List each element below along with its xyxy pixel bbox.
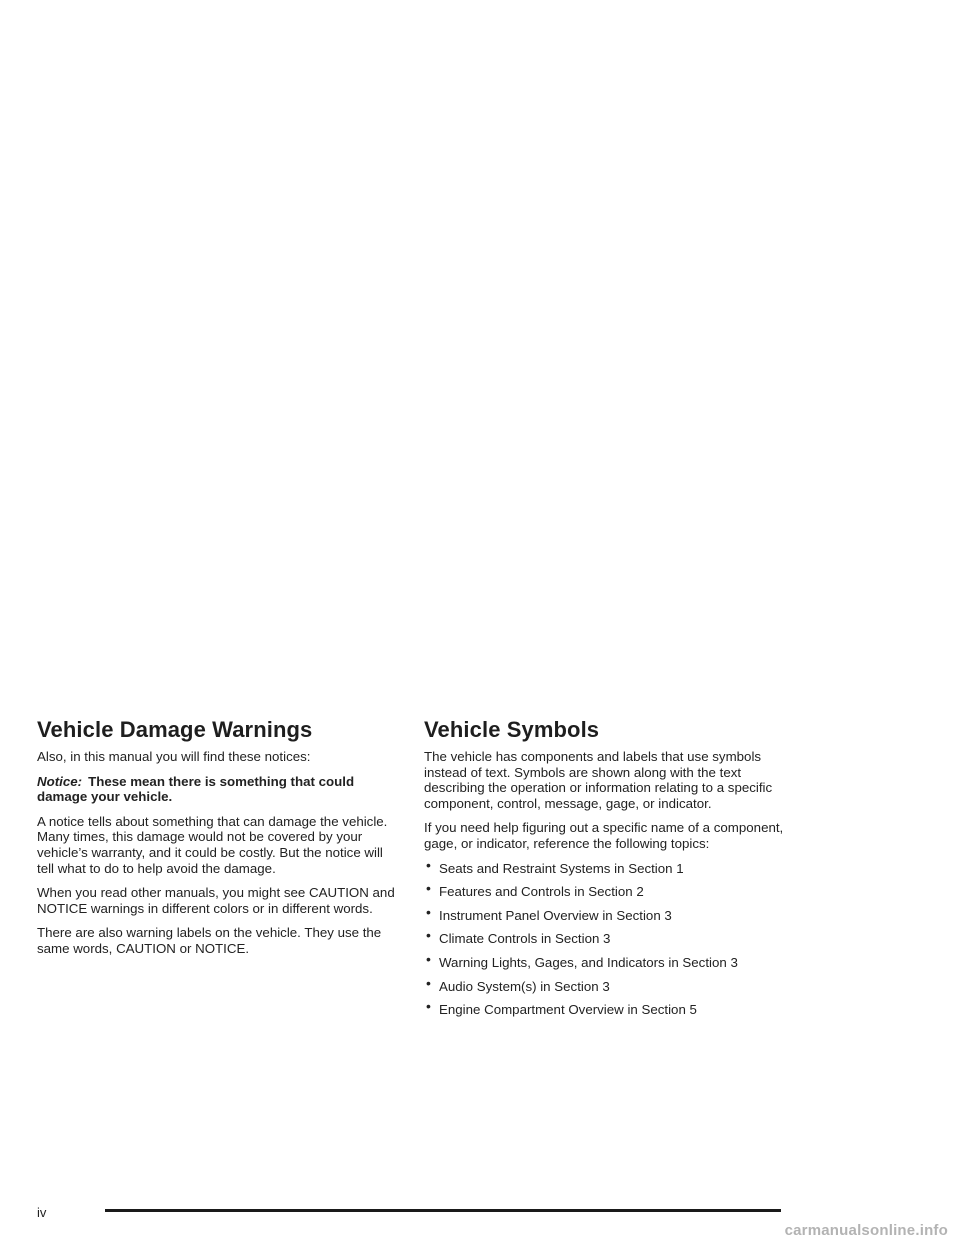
list-item: [424, 950, 794, 971]
list-item: [424, 880, 794, 900]
body-paragraph: The vehicle has components and labels that use symbols instead of text. Symbols are shown along with the text describing the operation or information relating to a specific component, control, message, gage, or indicator.: [424, 749, 773, 811]
topics-list: [424, 856, 794, 1018]
bullet-icon: •: [426, 903, 431, 920]
bullet-icon: •: [426, 927, 431, 944]
bullet-icon: •: [426, 950, 431, 967]
watermark-text: carmanualsonline.info: [784, 1222, 948, 1239]
list-item: [424, 856, 794, 877]
topic-label: Warning Lights, Gages, and Indicators in Section 3: [439, 954, 738, 970]
notice-text: These mean there is something that could damage your vehicle.: [37, 773, 355, 805]
section-heading: Vehicle Damage Warnings: [37, 717, 313, 742]
body-paragraph: A notice tells about something that can damage the vehicle. Many times, this damage would not be covered by your vehicle’s warranty, and it could be costly. But the notice will tell what to do to help avoid the damage.: [37, 813, 388, 876]
body-paragraph: When you read other manuals, you might see CAUTION and NOTICE warnings in different colors or in different words.: [37, 885, 395, 916]
list-item: [424, 927, 794, 947]
page-number: iv: [37, 1205, 47, 1220]
list-item: [424, 998, 794, 1018]
vehicle-damage-warnings-section: [37, 717, 397, 966]
topic-label: Audio System(s) in Section 3: [439, 978, 610, 994]
topic-label: Seats and Restraint Systems in Section 1: [439, 860, 684, 876]
footer-divider: [105, 1209, 781, 1212]
body-paragraph: There are also warning labels on the vehicle. They use the same words, CAUTION or NOTICE.: [37, 925, 382, 956]
list-item: [424, 903, 794, 924]
body-paragraph: If you need help figuring out a specific name of a component, gage, or indicator, reference the following topics:: [424, 820, 784, 851]
topic-label: Instrument Panel Overview in Section 3: [439, 907, 672, 923]
bullet-icon: •: [426, 856, 431, 873]
topic-label: Engine Compartment Overview in Section 5: [439, 1002, 697, 1018]
section-heading: Vehicle Symbols: [424, 717, 600, 742]
vehicle-symbols-section: [424, 717, 794, 1026]
topic-label: Features and Controls in Section 2: [439, 884, 644, 900]
topic-label: Climate Controls in Section 3: [439, 931, 611, 947]
intro-text: Also, in this manual you will find these notices:: [37, 749, 311, 764]
list-item: [424, 974, 794, 995]
bullet-icon: •: [426, 998, 431, 1015]
bullet-icon: •: [426, 880, 431, 897]
notice-label: Notice:: [37, 773, 83, 789]
bullet-icon: •: [426, 974, 431, 991]
notice-paragraph: [37, 774, 397, 805]
